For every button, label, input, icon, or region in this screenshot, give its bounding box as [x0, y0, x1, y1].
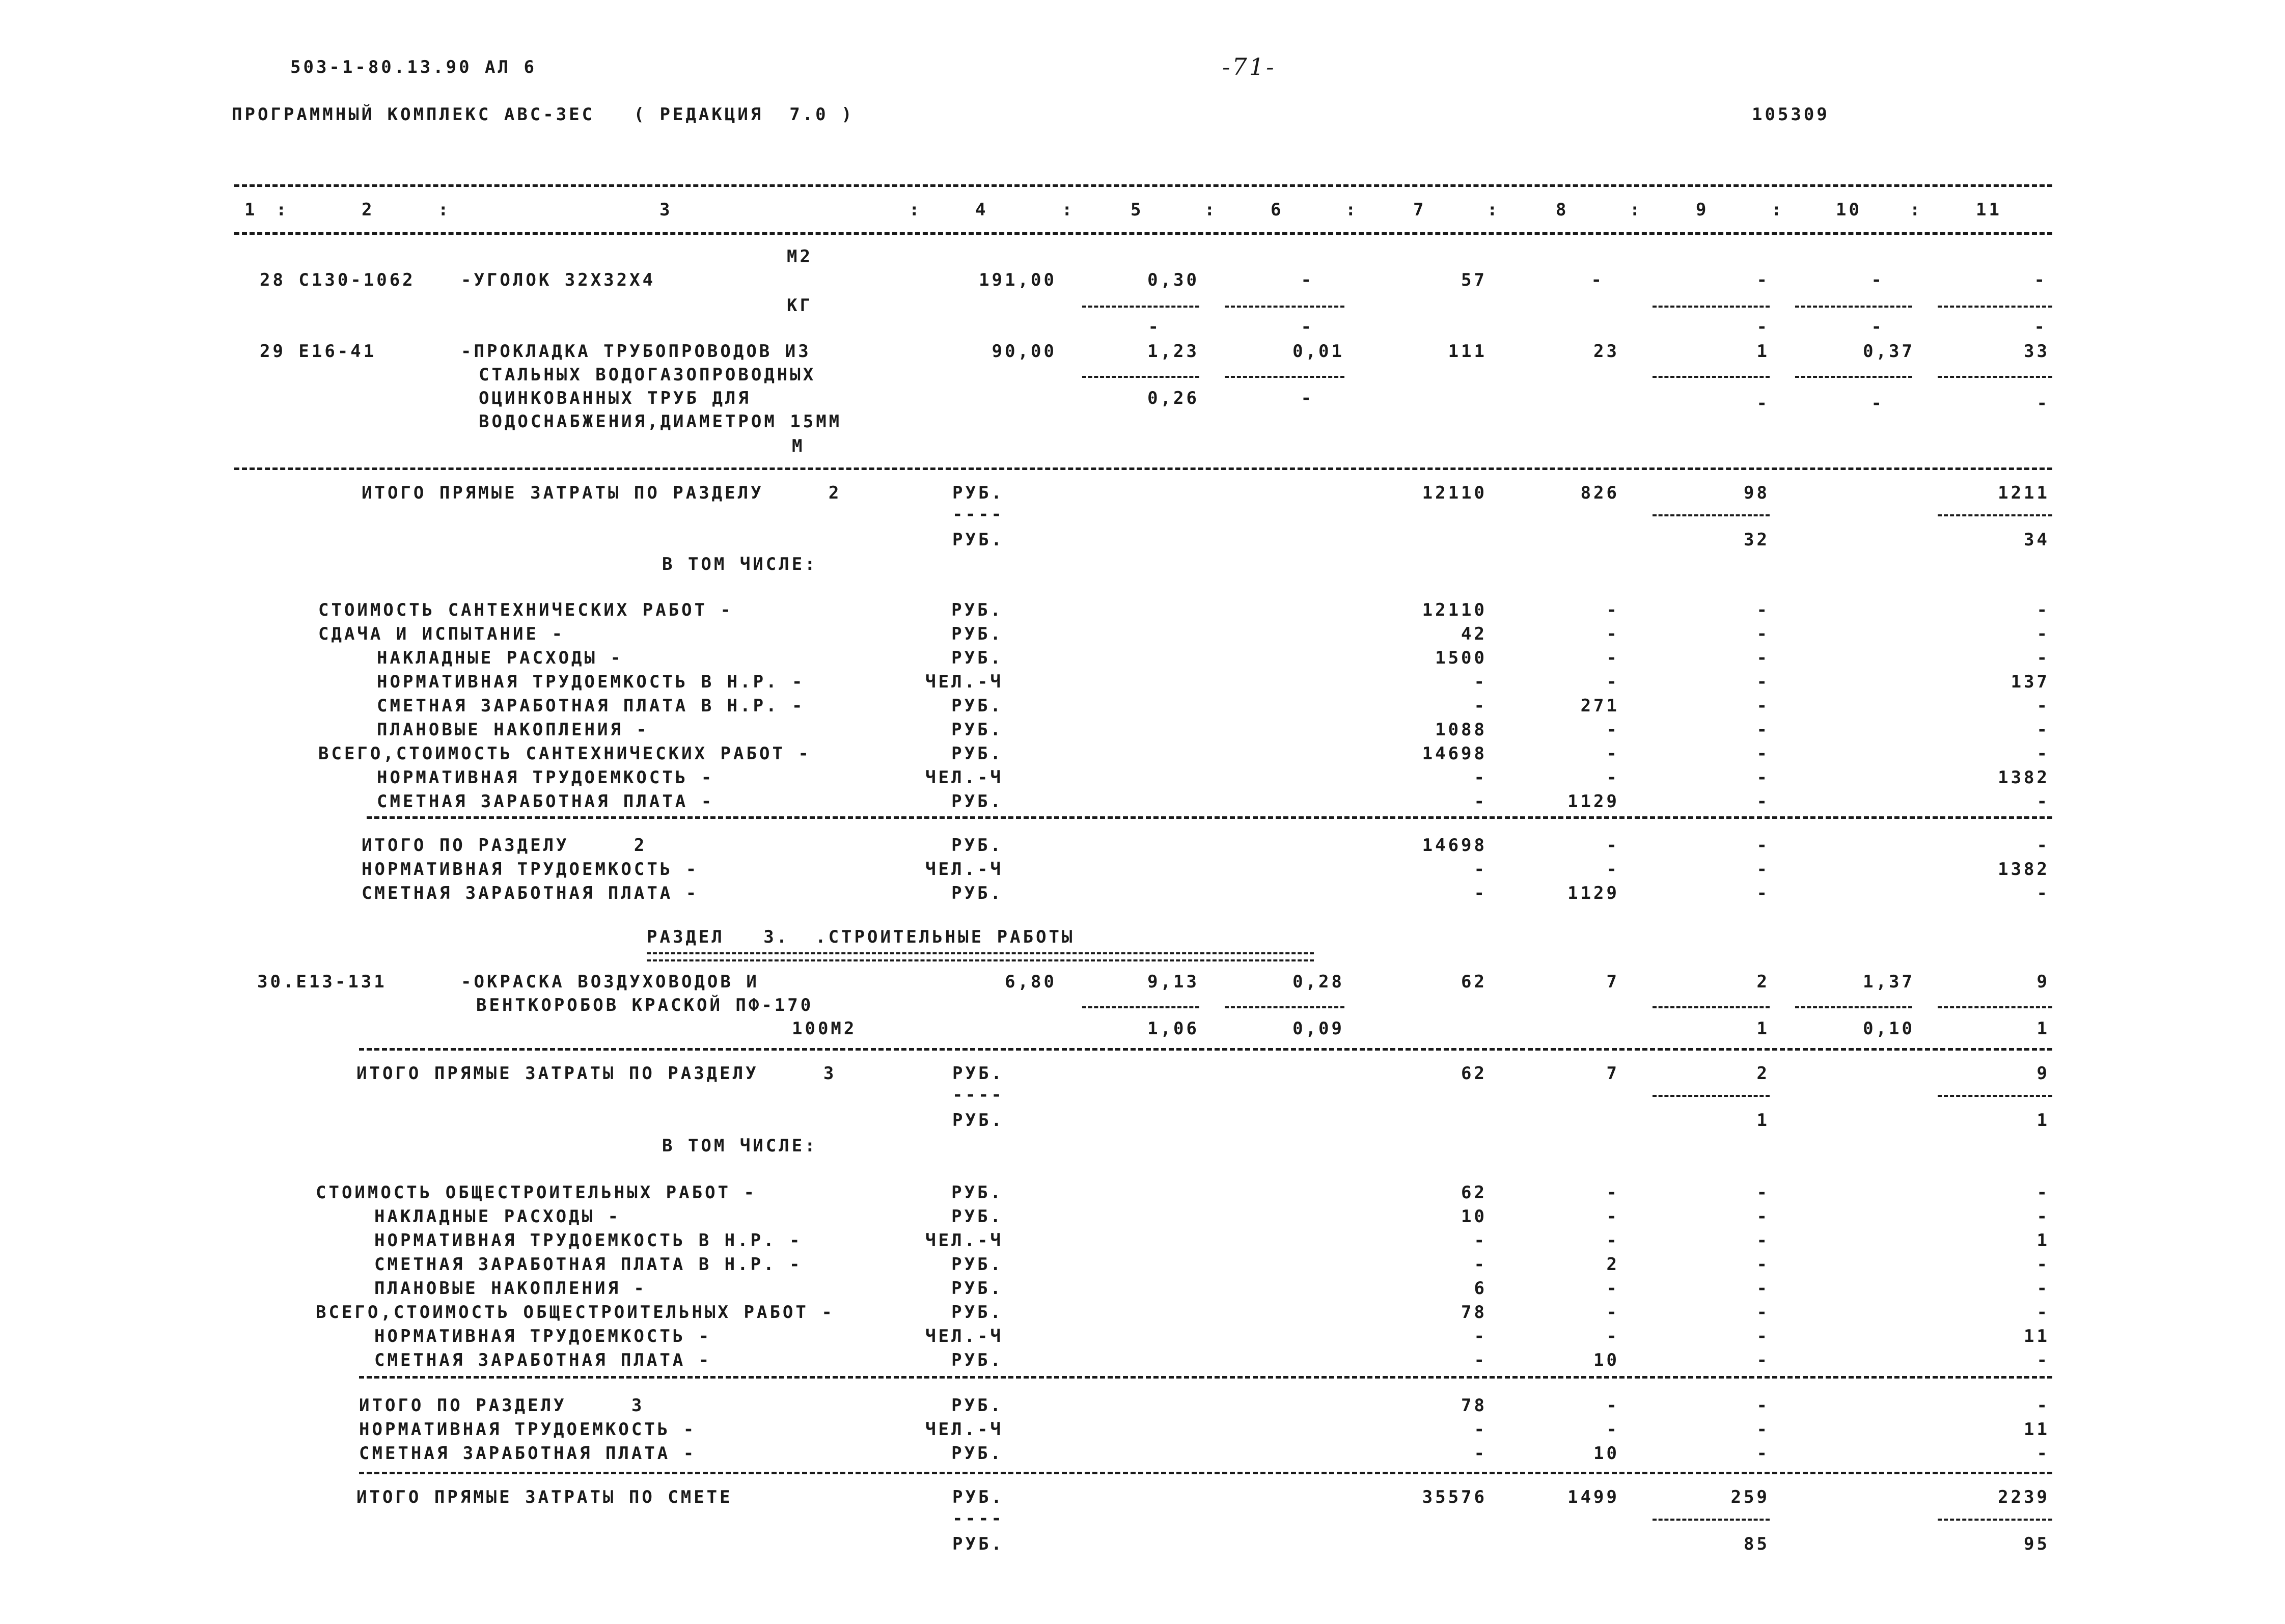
unit: ЧЕЛ.-Ч [925, 1230, 1003, 1251]
cell: - [1756, 672, 1770, 692]
row-label: СМЕТНАЯ ЗАРАБОТНАЯ ПЛАТА В Н.Р. - [374, 1254, 803, 1275]
cell: 1 [1756, 341, 1770, 362]
column-header: 5 [1131, 200, 1144, 220]
cell: - [1606, 767, 1619, 788]
cell: - [2036, 624, 2050, 644]
sub-rule [1225, 306, 1344, 308]
row-name: ВЕНТКОРОБОВ КРАСКОЙ ПФ-170 [476, 995, 814, 1015]
cell: - [2036, 600, 2050, 620]
cell: - [1606, 624, 1619, 644]
unit: РУБ. [951, 648, 1003, 668]
cell: 14698 [1422, 835, 1487, 856]
cell: 9 [2036, 1063, 2050, 1084]
cell: - [1871, 270, 1884, 290]
cell: - [2036, 393, 2050, 414]
unit: РУБ. [951, 1206, 1003, 1227]
cell: - [1606, 1278, 1619, 1299]
cell: 7 [1606, 972, 1619, 992]
unit: РУБ. [951, 1254, 1003, 1275]
column-header: 1 [244, 200, 258, 220]
sub-rule [1653, 514, 1770, 516]
row-name: ВОДОСНАБЖЕНИЯ,ДИАМЕТРОМ 15ММ [479, 411, 842, 432]
cell: 6 [1474, 1278, 1487, 1299]
sub-rule [1938, 306, 2052, 308]
cell: - [1756, 767, 1770, 788]
cell: 826 [1580, 483, 1619, 503]
cell: 62 [1461, 972, 1487, 992]
column-separator: : [1204, 200, 1218, 220]
row-unit: 100М2 [792, 1019, 857, 1039]
unit: РУБ. [952, 483, 1004, 503]
row-label: ИТОГО ПО РАЗДЕЛУ 2 [362, 835, 647, 856]
cell: - [1474, 767, 1487, 788]
sub-rule [1225, 1006, 1344, 1008]
cell: - [1606, 672, 1619, 692]
cell: - [2036, 696, 2050, 716]
cell: - [2036, 1302, 2050, 1323]
program-line: ПРОГРАММНЫЙ КОМПЛЕКС АВС-3ЕС ( РЕДАКЦИЯ 7.0 ) [232, 104, 855, 125]
unit: РУБ. [951, 1182, 1003, 1203]
sub-rule [1653, 1006, 1770, 1008]
cell: 111 [1448, 341, 1487, 362]
unit: РУБ. [951, 883, 1003, 903]
cell: - [1756, 1395, 1770, 1416]
cell: - [1474, 859, 1487, 879]
cell: - [1756, 624, 1770, 644]
cell: 1 [2036, 1110, 2050, 1131]
row-name: ОЦИНКОВАННЫХ ТРУБ ДЛЯ [479, 388, 751, 408]
cell: - [2036, 1206, 2050, 1227]
cell: 10 [1461, 1206, 1487, 1227]
unit: РУБ. [952, 1110, 1004, 1131]
section-rule [234, 467, 2052, 470]
cell: - [1474, 1443, 1487, 1464]
row-label: СТОИМОСТЬ САНТЕХНИЧЕСКИХ РАБОТ - [318, 600, 734, 620]
row-unit: М2 [787, 246, 813, 267]
cell: 1,23 [1147, 341, 1199, 362]
cell: - [1474, 883, 1487, 903]
cell: 35576 [1422, 1487, 1487, 1507]
unit: РУБ. [952, 1487, 1004, 1507]
sub-rule [1938, 376, 2052, 378]
cell: 0,26 [1147, 388, 1199, 408]
row-unit: М [792, 436, 805, 456]
sub-rule [1795, 376, 1912, 378]
cell: - [1474, 1350, 1487, 1370]
cell: - [1606, 720, 1619, 740]
cell: 259 [1730, 1487, 1770, 1507]
including-label: В ТОМ ЧИСЛЕ: [662, 1136, 818, 1156]
row-name: СТАЛЬНЫХ ВОДОГАЗОПРОВОДНЫХ [479, 365, 816, 385]
cell: - [1591, 270, 1604, 290]
sub-rule [1938, 1519, 2052, 1521]
cell: 98 [1744, 483, 1770, 503]
unit: РУБ. [951, 744, 1003, 764]
row-label: СДАЧА И ИСПЫТАНИЕ - [318, 624, 565, 644]
cell: - [1756, 317, 1770, 337]
cell: - [2036, 744, 2050, 764]
section-rule [359, 1472, 2052, 1474]
cell: 1,06 [1147, 1019, 1199, 1039]
section-total-label: ИТОГО ПРЯМЫЕ ЗАТРАТЫ ПО РАЗДЕЛУ 3 [356, 1063, 837, 1084]
cell: 2239 [1998, 1487, 2050, 1507]
cell: - [1756, 1254, 1770, 1275]
cell: 0,30 [1147, 270, 1199, 290]
column-header: 11 [1976, 200, 2002, 220]
unit: РУБ. [952, 1063, 1004, 1084]
unit: РУБ. [951, 1278, 1003, 1299]
cell: - [1756, 835, 1770, 856]
cell: - [1756, 1443, 1770, 1464]
unit: РУБ. [951, 1350, 1003, 1370]
cell: 1382 [1998, 767, 2050, 788]
sub-rule [1795, 1006, 1912, 1008]
cell: - [1756, 1419, 1770, 1440]
cell: 33 [2024, 341, 2050, 362]
cell: - [2036, 720, 2050, 740]
sub-rule [1653, 376, 1770, 378]
row-label: ИТОГО ПО РАЗДЕЛУ 3 [359, 1395, 645, 1416]
cell: - [1756, 270, 1770, 290]
cell: - [1301, 270, 1314, 290]
cell: - [2036, 835, 2050, 856]
column-separator: : [909, 200, 922, 220]
row-id: 28 С130-1062 [260, 270, 416, 290]
row-label: НОРМАТИВНАЯ ТРУДОЕМКОСТЬ В Н.Р. - [374, 1230, 803, 1251]
cell: 1088 [1435, 720, 1487, 740]
cell: 95 [2024, 1534, 2050, 1554]
row-label: ПЛАНОВЫЕ НАКОПЛЕНИЯ - [377, 720, 649, 740]
cell: 1 [1756, 1019, 1770, 1039]
cell: - [1606, 1326, 1619, 1346]
row-label: НОРМАТИВНАЯ ТРУДОЕМКОСТЬ В Н.Р. - [377, 672, 805, 692]
cell: - [2034, 270, 2047, 290]
cell: 62 [1461, 1182, 1487, 1203]
column-separator: : [1345, 200, 1359, 220]
column-header: 6 [1271, 200, 1284, 220]
row-label: СМЕТНАЯ ЗАРАБОТНАЯ ПЛАТА - [362, 883, 699, 903]
cell: - [1474, 672, 1487, 692]
cell: 57 [1461, 270, 1487, 290]
unit: ЧЕЛ.-Ч [925, 767, 1003, 788]
cell: 2 [1606, 1254, 1619, 1275]
row-label: ПЛАНОВЫЕ НАКОПЛЕНИЯ - [374, 1278, 647, 1299]
row-label: НОРМАТИВНАЯ ТРУДОЕМКОСТЬ - [362, 859, 699, 879]
section-heading: РАЗДЕЛ 3. .СТРОИТЕЛЬНЫЕ РАБОТЫ [647, 927, 1075, 947]
sub-rule [1082, 306, 1199, 308]
cell: - [1301, 388, 1314, 408]
cell: 11 [2024, 1419, 2050, 1440]
section-rule [359, 1048, 2052, 1051]
cell: - [1148, 317, 1161, 337]
cell: 12110 [1422, 483, 1487, 503]
sub-rule [1225, 376, 1344, 378]
column-header: 7 [1413, 200, 1426, 220]
row-label: СМЕТНАЯ ЗАРАБОТНАЯ ПЛАТА - [359, 1443, 697, 1464]
cell: - [1474, 1254, 1487, 1275]
cell: 1500 [1435, 648, 1487, 668]
column-header: 9 [1696, 200, 1709, 220]
cell: 10 [1593, 1443, 1619, 1464]
cell: 0,01 [1292, 341, 1344, 362]
row-id: 30.Е13-131 [257, 972, 387, 992]
grand-total-label: ИТОГО ПРЯМЫЕ ЗАТРАТЫ ПО СМЕТЕ [356, 1487, 733, 1507]
cell: - [1756, 744, 1770, 764]
row-name: -ОКРАСКА ВОЗДУХОВОДОВ И [461, 972, 759, 992]
cell: 7 [1606, 1063, 1619, 1084]
cell: - [2036, 1443, 2050, 1464]
cell: - [1301, 317, 1314, 337]
cell: - [1756, 648, 1770, 668]
row-name: -УГОЛОК 32Х32Х4 [461, 270, 656, 290]
unit: ЧЕЛ.-Ч [925, 1419, 1003, 1440]
cell: - [1756, 883, 1770, 903]
sub-rule [1653, 1519, 1770, 1521]
cell: - [2036, 883, 2050, 903]
unit: РУБ. [951, 1395, 1003, 1416]
cell: 1 [1756, 1110, 1770, 1131]
column-separator: : [1771, 200, 1784, 220]
cell: - [1756, 1278, 1770, 1299]
cell: 23 [1593, 341, 1619, 362]
sub-rule [1938, 514, 2052, 516]
cell: - [1474, 1419, 1487, 1440]
sub-rule [1795, 306, 1912, 308]
cell: - [2036, 791, 2050, 812]
sub-rule [1653, 1095, 1770, 1097]
cell: 12110 [1422, 600, 1487, 620]
cell: - [2036, 1350, 2050, 1370]
cell: 34 [2024, 530, 2050, 550]
cell: 2 [1756, 972, 1770, 992]
cell: 6,80 [1005, 972, 1057, 992]
cell: - [1606, 1419, 1619, 1440]
cell: 14698 [1422, 744, 1487, 764]
sub-rule [1938, 1006, 2052, 1008]
cell: 32 [1744, 530, 1770, 550]
row-name: -ПРОКЛАДКА ТРУБОПРОВОДОВ ИЗ [461, 341, 811, 362]
table-header-rule [234, 232, 2052, 235]
column-separator: : [438, 200, 451, 220]
section-rule [359, 1376, 2052, 1379]
cell: 191,00 [979, 270, 1057, 290]
row-label: СМЕТНАЯ ЗАРАБОТНАЯ ПЛАТА - [374, 1350, 712, 1370]
cell: - [1606, 1182, 1619, 1203]
cell: - [2034, 317, 2047, 337]
column-separator: : [1630, 200, 1643, 220]
cell: - [1756, 720, 1770, 740]
cell: 78 [1461, 1302, 1487, 1323]
cell: - [1606, 859, 1619, 879]
unit: РУБ. [951, 835, 1003, 856]
cell: 9 [2036, 972, 2050, 992]
row-label: НОРМАТИВНАЯ ТРУДОЕМКОСТЬ - [374, 1326, 712, 1346]
row-label: ВСЕГО,СТОИМОСТЬ САНТЕХНИЧЕСКИХ РАБОТ - [318, 744, 811, 764]
document-number: 105309 [1752, 104, 1830, 125]
cell: - [1756, 859, 1770, 879]
cell: 0,37 [1863, 341, 1915, 362]
unit: РУБ. [951, 791, 1003, 812]
heading-underline [647, 952, 1314, 961]
unit: РУБ. [951, 624, 1003, 644]
cell: 1 [2036, 1230, 2050, 1251]
column-separator: : [1910, 200, 1923, 220]
row-label: СМЕТНАЯ ЗАРАБОТНАЯ ПЛАТА - [377, 791, 714, 812]
sub-rule [1938, 1095, 2052, 1097]
cell: 10 [1593, 1350, 1619, 1370]
dash-short: ---- [952, 1508, 1004, 1529]
row-label: НАКЛАДНЫЕ РАСХОДЫ - [374, 1206, 621, 1227]
cell: - [1756, 1326, 1770, 1346]
cell: 1129 [1567, 883, 1619, 903]
cell: 85 [1744, 1534, 1770, 1554]
cell: 1211 [1998, 483, 2050, 503]
cell: 1382 [1998, 859, 2050, 879]
sub-rule [1082, 1006, 1199, 1008]
unit: ЧЕЛ.-Ч [925, 1326, 1003, 1346]
cell: 1,37 [1863, 972, 1915, 992]
row-id: 29 Е16-41 [260, 341, 377, 362]
column-header: 2 [362, 200, 375, 220]
column-header: 8 [1556, 200, 1569, 220]
page-number: -71- [1222, 53, 1276, 80]
cell: 0,28 [1292, 972, 1344, 992]
cell: - [1474, 791, 1487, 812]
unit: РУБ. [952, 1534, 1004, 1554]
cell: 0,10 [1863, 1019, 1915, 1039]
cell: - [1871, 393, 1884, 414]
cell: - [1606, 744, 1619, 764]
cell: 42 [1461, 624, 1487, 644]
column-separator: : [276, 200, 289, 220]
cell: - [2036, 1182, 2050, 1203]
cell: - [1756, 1182, 1770, 1203]
cell: - [1606, 835, 1619, 856]
cell: 62 [1461, 1063, 1487, 1084]
unit: РУБ. [951, 720, 1003, 740]
unit: РУБ. [951, 1302, 1003, 1323]
column-header: 10 [1836, 200, 1862, 220]
cell: - [1606, 1230, 1619, 1251]
document-code: 503-1-80.13.90 АЛ 6 [290, 57, 537, 77]
dash-short: ---- [952, 504, 1004, 525]
cell: - [2036, 648, 2050, 668]
section-total-label: ИТОГО ПРЯМЫЕ ЗАТРАТЫ ПО РАЗДЕЛУ 2 [362, 483, 842, 503]
cell: - [2036, 1278, 2050, 1299]
cell: 11 [2024, 1326, 2050, 1346]
cell: - [1756, 1350, 1770, 1370]
row-label: НАКЛАДНЫЕ РАСХОДЫ - [377, 648, 623, 668]
cell: - [2036, 1395, 2050, 1416]
cell: - [1606, 1206, 1619, 1227]
dash-short: ---- [952, 1085, 1004, 1105]
cell: - [1756, 1302, 1770, 1323]
row-label: ВСЕГО,СТОИМОСТЬ ОБЩЕСТРОИТЕЛЬНЫХ РАБОТ - [316, 1302, 835, 1323]
cell: - [1756, 1206, 1770, 1227]
cell: - [1474, 1326, 1487, 1346]
cell: 1129 [1567, 791, 1619, 812]
sub-rule [1082, 376, 1199, 378]
cell: - [1474, 696, 1487, 716]
row-label: СТОИМОСТЬ ОБЩЕСТРОИТЕЛЬНЫХ РАБОТ - [316, 1182, 757, 1203]
table-top-rule [234, 184, 2052, 187]
cell: - [1871, 317, 1884, 337]
row-label: НОРМАТИВНАЯ ТРУДОЕМКОСТЬ - [377, 767, 714, 788]
row-label: СМЕТНАЯ ЗАРАБОТНАЯ ПЛАТА В Н.Р. - [377, 696, 805, 716]
cell: 0,09 [1292, 1019, 1344, 1039]
cell: - [1606, 600, 1619, 620]
column-separator: : [1062, 200, 1075, 220]
cell: 137 [2011, 672, 2050, 692]
cell: - [1756, 791, 1770, 812]
cell: 78 [1461, 1395, 1487, 1416]
cell: - [1606, 648, 1619, 668]
unit: РУБ. [951, 696, 1003, 716]
cell: - [1606, 1395, 1619, 1416]
cell: 9,13 [1147, 972, 1199, 992]
row-label: НОРМАТИВНАЯ ТРУДОЕМКОСТЬ - [359, 1419, 697, 1440]
cell: - [1756, 1230, 1770, 1251]
sub-rule [1653, 306, 1770, 308]
including-label: В ТОМ ЧИСЛЕ: [662, 554, 818, 574]
column-header: 4 [975, 200, 988, 220]
unit: ЧЕЛ.-Ч [925, 859, 1003, 879]
cell: 1499 [1567, 1487, 1619, 1507]
cell: 271 [1580, 696, 1619, 716]
cell: - [2036, 1254, 2050, 1275]
cell: - [1756, 600, 1770, 620]
section-rule [367, 816, 2052, 819]
cell: - [1756, 696, 1770, 716]
cell: 2 [1756, 1063, 1770, 1084]
column-header: 3 [659, 200, 673, 220]
cell: 1 [2036, 1019, 2050, 1039]
unit: РУБ. [952, 530, 1004, 550]
cell: - [1474, 1230, 1487, 1251]
unit: РУБ. [951, 600, 1003, 620]
cell: 90,00 [992, 341, 1057, 362]
cell: - [1756, 393, 1770, 414]
unit: РУБ. [951, 1443, 1003, 1464]
row-unit: КГ [787, 295, 813, 316]
unit: ЧЕЛ.-Ч [925, 672, 1003, 692]
cell: - [1606, 1302, 1619, 1323]
column-separator: : [1487, 200, 1500, 220]
